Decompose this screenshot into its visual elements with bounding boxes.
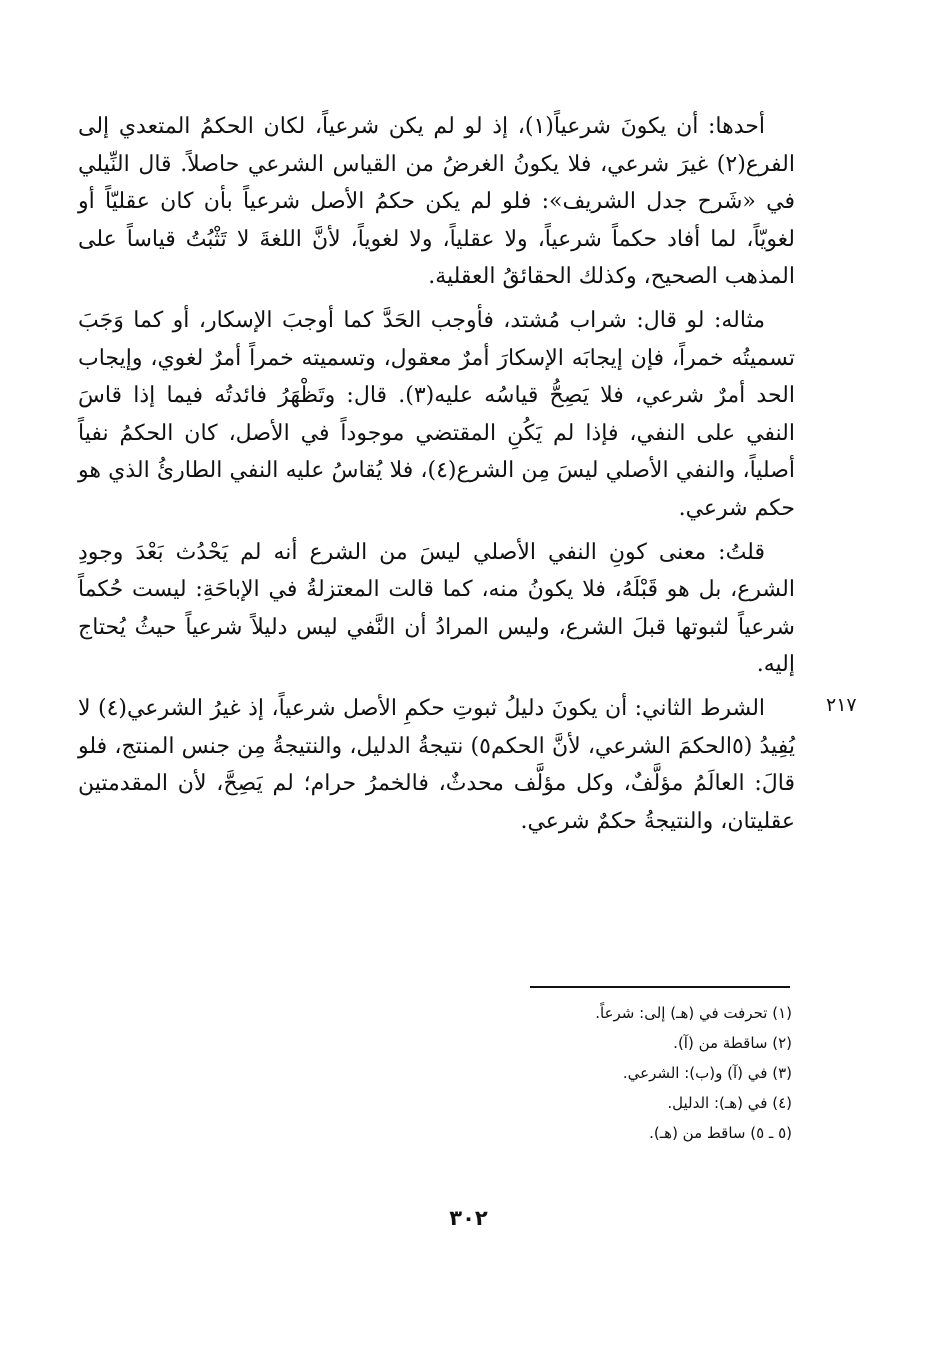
main-text	[78, 108, 795, 840]
margin-reference-number: ٢١٧	[826, 694, 857, 716]
footnote-3: (٣) في (آ) و(ب): الشرعي.	[622, 1064, 792, 1082]
paragraph-3: قلتُ: معنى كونِ النفي الأصلي ليسَ من الشرع أنه لم يَحْدُث بَعْدَ وجودِ الشرع، بل هو قَبْلَهُ، فلا يكونُ منه، كما قالت المعتزلةُ في الإباحَةِ: ليست حُكماً شرعياً لثبوتها قبلَ الشرع، وليس المرادُ أن النَّفي ليس دليلاً شرعياً حيثُ يُحتاج إليه.	[78, 539, 795, 678]
footnote-4: (٤) في (هـ): الدليل.	[667, 1094, 792, 1112]
paragraph-2: مثاله: لو قال: شراب مُشتد، فأوجب الحَدَّ كما أوجبَ الإسكار، أو كما وَجَبَ تسميتُه خمراً، فإن إيجابَه الإسكارَ أمرٌ معقول، وتسميته خمراً أمرٌ لغوي، وإيجاب الحد أمرٌ شرعي، فلا يَصِحُّ قياسُه عليه(٣). قال: وتَظْهَرُ فائدتُه فيما إذا قاسَ النفي على النفي، فإذا لم يَكُنِ المقتضي موجوداً في الأصل، كان الحكمُ نفياً أصلياً، والنفي الأصلي ليسَ مِن الشرع(٤)، فلا يُقاسُ عليه النفي الطارئُ الذي هو حكم شرعي.	[78, 307, 796, 521]
footnotes	[440, 998, 792, 1148]
footnote-1: (١) تحرفت في (هـ) إلى: شرعاً.	[595, 1004, 792, 1022]
paragraph-4: الشرط الثاني: أن يكونَ دليلُ ثبوتِ حكمِ الأصل شرعياً، إذ غيرُ الشرعي(٤) لا يُفِيدُ (٥الحكمَ الشرعي، لأنَّ الحكم٥) نتيجةُ الدليل، والنتيجةُ مِن جنس المنتج، فلو قالَ: العالَمُ مؤلَّفٌ، وكل مؤلَّف محدثٌ، فالخمرُ حرام؛ لم يَصِحَّ، لأن المقدمتين عقليتان، والنتيجةُ حكمٌ شرعي.	[78, 695, 795, 834]
page-number: ٣٠٢	[449, 1206, 488, 1230]
footnote-2: (٢) ساقطة من (آ).	[673, 1034, 792, 1052]
footnote-5: (٥ ـ ٥) ساقط من (هـ).	[649, 1124, 792, 1142]
footnote-divider	[530, 986, 790, 988]
paragraph-1: أحدها: أن يكونَ شرعياً(١)، إذ لو لم يكن شرعياً، لكان الحكمُ المتعدي إلى الفرع(٢) غيرَ شرعي، فلا يكونُ الغرضُ من القياس الشرعي حاصلاً. قال النِّيلي في «شَرح جدل الشريف»: فلو لم يكن حكمُ الأصل شرعياً بأن كان عقليّاً أو لغويّاً، لما أفاد حكماً شرعياً، ولا عقلياً، ولا لغوياً، لأنَّ اللغةَ لا تَثْبُتُ قياساً على المذهب الصحيح، وكذلك الحقائقُ العقلية.	[78, 114, 795, 290]
